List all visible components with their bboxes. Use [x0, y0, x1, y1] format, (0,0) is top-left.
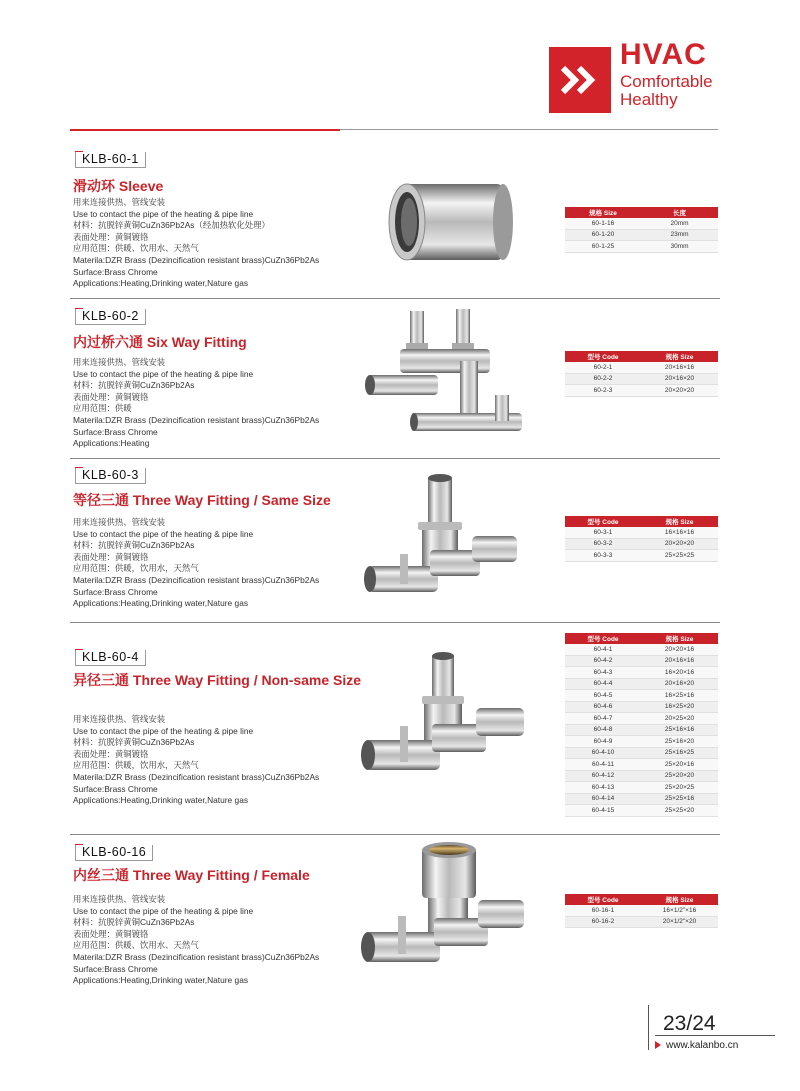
- table-cell: 20×25×20: [641, 713, 718, 725]
- desc-line: Use to contact the pipe of the heating & pipe line: [73, 528, 254, 539]
- table-cell: 25×20×16: [641, 759, 718, 771]
- footer-url: [655, 1040, 738, 1051]
- table-row: [565, 724, 718, 736]
- table-row: [565, 678, 718, 690]
- desc-line: Surface:Brass Chrome: [73, 586, 158, 597]
- desc-line: 表面处理：黄铜镀铬: [73, 231, 149, 242]
- page-number: 23/24: [663, 1012, 716, 1035]
- desc-line: Applications:Heating: [73, 438, 150, 449]
- desc-line: 材料：抗脱锌黄铜CuZn36Pb2As: [73, 917, 195, 928]
- table-cell: 16×25×16: [641, 690, 718, 702]
- product-title: 内过桥六通 Six Way Fitting: [73, 334, 247, 350]
- desc-line: 用来连接供热、管线安装: [73, 714, 166, 724]
- table-row: [565, 793, 718, 805]
- table-row: [565, 770, 718, 782]
- product-code-tag: KLB-60-4: [75, 650, 146, 666]
- table-cell: 60-4-6: [565, 701, 641, 713]
- product-description: [73, 714, 319, 807]
- table-cell: 60-4-13: [565, 782, 641, 794]
- product-description: [73, 357, 319, 450]
- desc-line: Materila:DZR Brass (Dezincification resistant brass)CuZn36Pb2As: [73, 254, 320, 265]
- desc-line: 表面处理：黄铜镀铬: [73, 748, 149, 759]
- table-cell: 60-16-1: [565, 905, 641, 916]
- desc-line: 材料：抗脱锌黄铜CuZn36Pb2As（经加热软化处理）: [73, 220, 270, 231]
- table-cell: 60-4-15: [565, 805, 641, 817]
- desc-line: Materila:DZR Brass (Dezincification resistant brass)CuZn36Pb2As: [73, 771, 320, 782]
- table-header: 规格 Size: [641, 633, 718, 644]
- desc-line: Applications:Heating,Drinking water,Nature gas: [73, 278, 249, 289]
- table-cell: 60-3-1: [565, 527, 641, 538]
- female-tee-fitting-icon: [360, 840, 530, 990]
- table-row: [565, 916, 718, 928]
- table-cell: 20×16×20: [641, 373, 718, 385]
- table-cell: 60-3-2: [565, 538, 641, 550]
- desc-line: 用来连接供热、管线安装: [73, 517, 166, 527]
- product-title: 异径三通 Three Way Fitting / Non-same Size: [73, 672, 362, 688]
- table-cell: 25×16×16: [641, 724, 718, 736]
- table-row: [565, 690, 718, 702]
- desc-line: 表面处理：黄铜镀铬: [73, 551, 149, 562]
- header-divider-accent: [70, 129, 340, 131]
- table-header: 型号 Code: [565, 894, 641, 905]
- table-cell: 23mm: [641, 229, 718, 241]
- table-cell: 25×16×25: [641, 747, 718, 759]
- brand-block: [620, 40, 713, 108]
- table-cell: 20mm: [641, 218, 718, 229]
- table-row: [565, 655, 718, 667]
- spec-table: [565, 351, 718, 397]
- table-header: 规格 Size: [565, 207, 641, 218]
- table-header: 型号 Code: [565, 516, 641, 527]
- table-cell: 16×1/2"×16: [641, 905, 718, 916]
- desc-line: Materila:DZR Brass (Dezincification resistant brass)CuZn36Pb2As: [73, 414, 320, 425]
- desc-line: Surface:Brass Chrome: [73, 783, 158, 794]
- table-header: 规格 Size: [641, 894, 718, 905]
- table-cell: 60-2-2: [565, 373, 641, 385]
- table-row: [565, 241, 718, 253]
- reducing-tee-fitting-icon: [360, 650, 530, 790]
- table-cell: 60-4-8: [565, 724, 641, 736]
- desc-line: Use to contact the pipe of the heating & pipe line: [73, 905, 254, 916]
- table-cell: 60-1-16: [565, 218, 641, 229]
- desc-line: Applications:Heating,Drinking water,Nature gas: [73, 795, 249, 806]
- table-cell: 60-4-7: [565, 713, 641, 725]
- table-cell: 20×1/2"×20: [641, 916, 718, 928]
- table-row: [565, 805, 718, 817]
- spec-table: [565, 516, 718, 562]
- table-cell: 20×16×16: [641, 655, 718, 667]
- footer-divider: [655, 1035, 775, 1036]
- table-cell: 60-1-20: [565, 229, 641, 241]
- table-cell: 60-4-1: [565, 644, 641, 655]
- table-row: [565, 218, 718, 229]
- table-cell: 16×20×16: [641, 667, 718, 679]
- table-cell: 20×20×20: [641, 385, 718, 397]
- table-header: 长度: [641, 207, 718, 218]
- table-header: 规格 Size: [641, 351, 718, 362]
- table-cell: 60-16-2: [565, 916, 641, 928]
- table-cell: 60-4-14: [565, 793, 641, 805]
- brand-tagline-2: Healthy: [620, 90, 678, 109]
- section-divider: [70, 458, 720, 459]
- website-link[interactable]: www.kalanbo.cn: [666, 1040, 739, 1051]
- product-description: [73, 517, 319, 610]
- desc-line: 材料：抗脱锌黄铜CuZn36Pb2As: [73, 380, 195, 391]
- table-row: [565, 362, 718, 373]
- table-cell: 60-4-4: [565, 678, 641, 690]
- brand-logo: [549, 47, 611, 113]
- table-row: [565, 527, 718, 538]
- table-cell: 30mm: [641, 241, 718, 253]
- desc-line: 用来连接供热、管线安装: [73, 894, 166, 904]
- table-cell: 25×25×25: [641, 550, 718, 562]
- table-row: [565, 667, 718, 679]
- table-cell: 25×25×16: [641, 793, 718, 805]
- spec-table: [565, 207, 718, 253]
- table-cell: 60-4-2: [565, 655, 641, 667]
- product-code-tag: KLB-60-16: [75, 845, 153, 861]
- desc-line: Surface:Brass Chrome: [73, 963, 158, 974]
- arrow-right-icon: [655, 1041, 661, 1049]
- spec-table: [565, 894, 718, 928]
- table-header: 型号 Code: [565, 633, 641, 644]
- desc-line: Applications:Heating,Drinking water,Nature gas: [73, 975, 249, 986]
- header-divider: [340, 129, 718, 130]
- table-cell: 25×20×20: [641, 770, 718, 782]
- table-cell: 20×20×20: [641, 538, 718, 550]
- desc-line: Materila:DZR Brass (Dezincification resistant brass)CuZn36Pb2As: [73, 574, 320, 585]
- table-row: [565, 373, 718, 385]
- double-chevron-icon: [559, 65, 601, 95]
- spec-table: [565, 633, 718, 817]
- table-row: [565, 550, 718, 562]
- footer-divider-vertical: [648, 1005, 649, 1050]
- desc-line: 用来连接供热、管线安装: [73, 197, 166, 207]
- brand-tagline-1: Comfortable: [620, 72, 713, 91]
- table-cell: 16×25×20: [641, 701, 718, 713]
- table-cell: 60-2-1: [565, 362, 641, 373]
- desc-line: 表面处理：黄铜镀铬: [73, 391, 149, 402]
- desc-line: 材料：抗脱锌黄铜CuZn36Pb2As: [73, 737, 195, 748]
- table-cell: 16×16×16: [641, 527, 718, 538]
- desc-line: 应用范围：供暖、饮用水、天然气: [73, 940, 199, 951]
- table-row: [565, 747, 718, 759]
- product-description: [73, 197, 319, 290]
- table-cell: 60-4-12: [565, 770, 641, 782]
- desc-line: 用来连接供热、管线安装: [73, 357, 166, 367]
- product-title: 滑动环 Sleeve: [73, 178, 164, 194]
- desc-line: 应用范围：供暖，饮用水，天然气: [73, 563, 199, 574]
- product-title: 等径三通 Three Way Fitting / Same Size: [73, 492, 331, 508]
- desc-line: Use to contact the pipe of the heating & pipe line: [73, 725, 254, 736]
- table-row: [565, 782, 718, 794]
- table-row: [565, 538, 718, 550]
- table-cell: 20×20×16: [641, 644, 718, 655]
- table-cell: 60-3-3: [565, 550, 641, 562]
- product-code-tag: KLB-60-3: [75, 468, 146, 484]
- desc-line: Applications:Heating,Drinking water,Nature gas: [73, 598, 249, 609]
- desc-line: 材料：抗脱锌黄铜CuZn36Pb2As: [73, 540, 195, 551]
- desc-line: Materila:DZR Brass (Dezincification resistant brass)CuZn36Pb2As: [73, 951, 320, 962]
- table-cell: 20×16×16: [641, 362, 718, 373]
- table-cell: 60-4-9: [565, 736, 641, 748]
- table-cell: 60-4-5: [565, 690, 641, 702]
- table-cell: 60-4-11: [565, 759, 641, 771]
- table-cell: 20×16×20: [641, 678, 718, 690]
- table-cell: 60-4-10: [565, 747, 641, 759]
- table-header: 型号 Code: [565, 351, 641, 362]
- table-cell: 60-4-3: [565, 667, 641, 679]
- desc-line: 表面处理：黄铜镀铬: [73, 928, 149, 939]
- desc-line: 应用范围：供暖: [73, 403, 132, 414]
- table-cell: 25×25×20: [641, 805, 718, 817]
- table-row: [565, 644, 718, 655]
- desc-line: 应用范围：供暖、饮用水、天然气: [73, 243, 199, 254]
- product-title: 内丝三通 Three Way Fitting / Female: [73, 867, 310, 883]
- table-row: [565, 229, 718, 241]
- table-row: [565, 759, 718, 771]
- table-row: [565, 713, 718, 725]
- sleeve-fitting-icon: [383, 176, 518, 268]
- table-cell: 25×20×25: [641, 782, 718, 794]
- table-row: [565, 905, 718, 916]
- section-divider: [70, 298, 720, 299]
- six-way-fitting-icon: [360, 303, 535, 443]
- table-cell: 60-2-3: [565, 385, 641, 397]
- table-header: 规格 Size: [641, 516, 718, 527]
- product-code-tag: KLB-60-2: [75, 309, 146, 325]
- desc-line: Surface:Brass Chrome: [73, 426, 158, 437]
- desc-line: 应用范围：供暖，饮用水，天然气: [73, 760, 199, 771]
- brand-title: HVAC: [620, 38, 707, 71]
- tee-fitting-icon: [360, 470, 525, 610]
- table-row: [565, 736, 718, 748]
- section-divider: [70, 834, 720, 835]
- table-cell: 25×16×20: [641, 736, 718, 748]
- product-code-tag: KLB-60-1: [75, 152, 146, 168]
- section-divider: [70, 622, 720, 623]
- desc-line: Use to contact the pipe of the heating & pipe line: [73, 208, 254, 219]
- table-row: [565, 701, 718, 713]
- desc-line: Surface:Brass Chrome: [73, 266, 158, 277]
- table-cell: 60-1-25: [565, 241, 641, 253]
- product-description: [73, 894, 319, 987]
- table-row: [565, 385, 718, 397]
- desc-line: Use to contact the pipe of the heating & pipe line: [73, 368, 254, 379]
